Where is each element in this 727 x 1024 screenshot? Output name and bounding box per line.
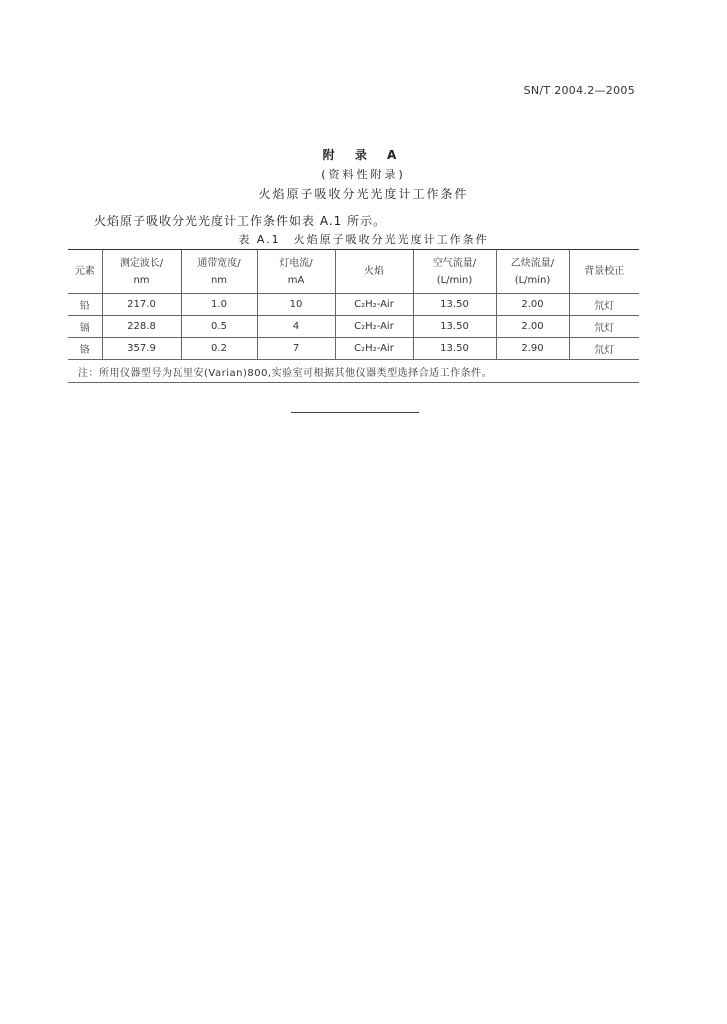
table-note-row bbox=[68, 360, 639, 383]
header-slit-width: 通带宽度/ nm bbox=[181, 250, 257, 294]
cell-air-flow: 13.50 bbox=[413, 338, 496, 360]
table-row bbox=[68, 338, 639, 360]
cell-flame: C₂H₂-Air bbox=[335, 316, 413, 338]
table-note: 注：所用仪器型号为瓦里安(Varian)800,实验室可根据其他仪器类型选择合适工作条件。 bbox=[68, 360, 639, 383]
cell-acetylene-flow: 2.00 bbox=[496, 294, 569, 316]
cell-acetylene-flow: 2.00 bbox=[496, 316, 569, 338]
cell-element: 镉 bbox=[68, 316, 102, 338]
header-background-correction: 背景校正 bbox=[569, 250, 639, 294]
header-wavelength: 测定波长/ nm bbox=[102, 250, 181, 294]
intro-paragraph: 火焰原子吸收分光光度计工作条件如表 A.1 所示。 bbox=[94, 214, 387, 228]
annex-nature: (资料性附录) bbox=[321, 168, 406, 181]
cell-lamp-current: 7 bbox=[257, 338, 335, 360]
cell-lamp-current: 4 bbox=[257, 316, 335, 338]
cell-lamp-current: 10 bbox=[257, 294, 335, 316]
cell-air-flow: 13.50 bbox=[413, 316, 496, 338]
cell-wavelength: 228.8 bbox=[102, 316, 181, 338]
working-conditions-table bbox=[68, 249, 639, 383]
cell-flame: C₂H₂-Air bbox=[335, 338, 413, 360]
header-air-flow: 空气流量/ (L/min) bbox=[413, 250, 496, 294]
table-row bbox=[68, 294, 639, 316]
cell-slit-width: 0.5 bbox=[181, 316, 257, 338]
cell-background-correction: 氘灯 bbox=[569, 316, 639, 338]
cell-flame: C₂H₂-Air bbox=[335, 294, 413, 316]
cell-air-flow: 13.50 bbox=[413, 294, 496, 316]
cell-slit-width: 1.0 bbox=[181, 294, 257, 316]
cell-background-correction: 氘灯 bbox=[569, 294, 639, 316]
header-acetylene-flow: 乙炔流量/ (L/min) bbox=[496, 250, 569, 294]
annex-title: 附 录 A bbox=[322, 148, 405, 162]
cell-background-correction: 氘灯 bbox=[569, 338, 639, 360]
cell-wavelength: 217.0 bbox=[102, 294, 181, 316]
end-rule bbox=[291, 412, 419, 413]
header-flame: 火焰 bbox=[335, 250, 413, 294]
table-caption: 表 A.1 火焰原子吸收分光光度计工作条件 bbox=[238, 233, 489, 246]
header-element: 元素 bbox=[68, 250, 102, 294]
table-row bbox=[68, 316, 639, 338]
annex-heading: 火焰原子吸收分光光度计工作条件 bbox=[258, 187, 469, 201]
cell-slit-width: 0.2 bbox=[181, 338, 257, 360]
annex-title-block bbox=[0, 146, 727, 203]
header-lamp-current: 灯电流/ mA bbox=[257, 250, 335, 294]
cell-wavelength: 357.9 bbox=[102, 338, 181, 360]
cell-acetylene-flow: 2.90 bbox=[496, 338, 569, 360]
table-header-row bbox=[68, 250, 639, 294]
cell-element: 铬 bbox=[68, 338, 102, 360]
cell-element: 铅 bbox=[68, 294, 102, 316]
standard-number: SN/T 2004.2—2005 bbox=[523, 84, 635, 97]
